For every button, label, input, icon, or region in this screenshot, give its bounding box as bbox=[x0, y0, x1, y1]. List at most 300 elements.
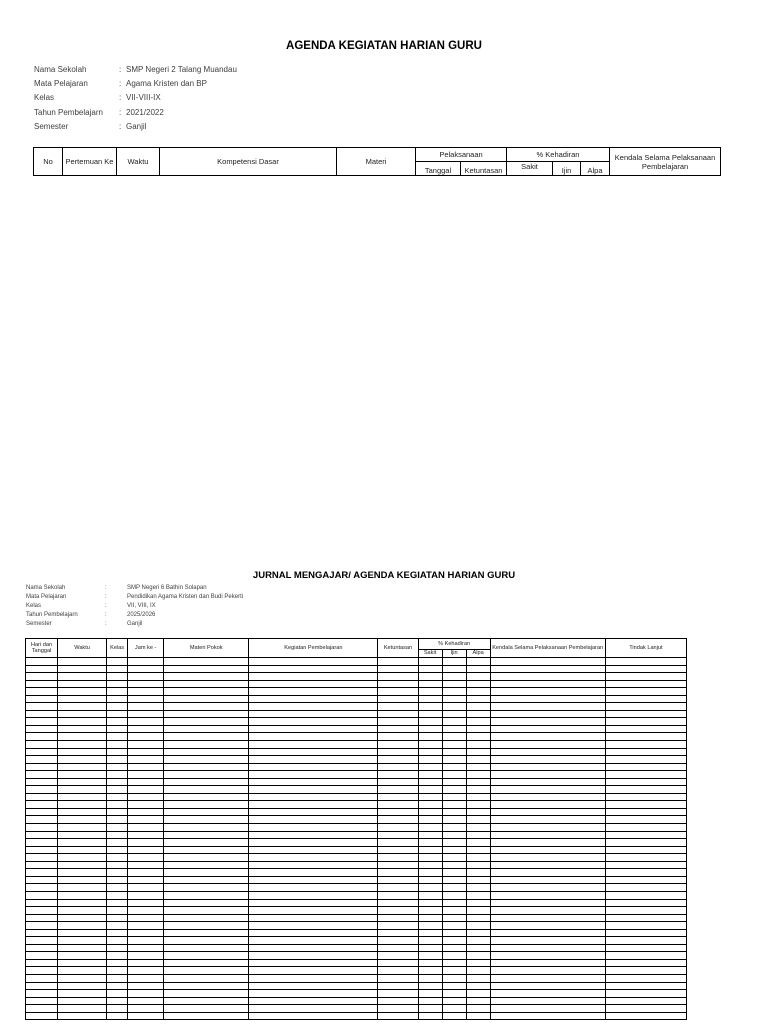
table-cell[interactable] bbox=[378, 816, 418, 824]
table-cell[interactable] bbox=[466, 1012, 490, 1020]
table-cell[interactable] bbox=[164, 990, 249, 998]
table-cell[interactable] bbox=[164, 1005, 249, 1013]
table-cell[interactable] bbox=[442, 741, 466, 749]
table-cell[interactable] bbox=[107, 801, 128, 809]
table-cell[interactable] bbox=[249, 869, 378, 877]
table-cell[interactable] bbox=[418, 741, 442, 749]
table-cell[interactable] bbox=[164, 959, 249, 967]
table-cell[interactable] bbox=[442, 922, 466, 930]
table-cell[interactable] bbox=[26, 725, 58, 733]
table-cell[interactable] bbox=[418, 673, 442, 681]
table-cell[interactable] bbox=[490, 1012, 605, 1020]
table-cell[interactable] bbox=[418, 778, 442, 786]
table-cell[interactable] bbox=[128, 997, 164, 1005]
table-cell[interactable] bbox=[58, 997, 107, 1005]
table-cell[interactable] bbox=[466, 876, 490, 884]
table-cell[interactable] bbox=[249, 748, 378, 756]
table-cell[interactable] bbox=[378, 665, 418, 673]
table-cell[interactable] bbox=[466, 1005, 490, 1013]
table-cell[interactable] bbox=[26, 808, 58, 816]
table-cell[interactable] bbox=[26, 952, 58, 960]
table-cell[interactable] bbox=[418, 680, 442, 688]
table-cell[interactable] bbox=[26, 824, 58, 832]
table-cell[interactable] bbox=[58, 665, 107, 673]
table-cell[interactable] bbox=[466, 673, 490, 681]
table-cell[interactable] bbox=[249, 680, 378, 688]
table-cell[interactable] bbox=[128, 907, 164, 915]
table-cell[interactable] bbox=[249, 733, 378, 741]
table-cell[interactable] bbox=[164, 907, 249, 915]
table-cell[interactable] bbox=[128, 944, 164, 952]
table-cell[interactable] bbox=[418, 725, 442, 733]
table-cell[interactable] bbox=[490, 944, 605, 952]
table-cell[interactable] bbox=[442, 763, 466, 771]
table-cell[interactable] bbox=[442, 658, 466, 666]
table-cell[interactable] bbox=[466, 922, 490, 930]
table-cell[interactable] bbox=[249, 959, 378, 967]
table-cell[interactable] bbox=[466, 763, 490, 771]
table-cell[interactable] bbox=[58, 756, 107, 764]
table-cell[interactable] bbox=[164, 824, 249, 832]
table-cell[interactable] bbox=[128, 748, 164, 756]
table-cell[interactable] bbox=[605, 907, 686, 915]
table-cell[interactable] bbox=[58, 967, 107, 975]
table-cell[interactable] bbox=[128, 884, 164, 892]
table-cell[interactable] bbox=[58, 1012, 107, 1020]
table-cell[interactable] bbox=[378, 741, 418, 749]
table-cell[interactable] bbox=[490, 680, 605, 688]
table-cell[interactable] bbox=[249, 876, 378, 884]
table-cell[interactable] bbox=[490, 695, 605, 703]
table-cell[interactable] bbox=[418, 891, 442, 899]
table-cell[interactable] bbox=[107, 861, 128, 869]
table-cell[interactable] bbox=[378, 891, 418, 899]
table-cell[interactable] bbox=[107, 997, 128, 1005]
table-cell[interactable] bbox=[378, 944, 418, 952]
table-cell[interactable] bbox=[490, 658, 605, 666]
table-cell[interactable] bbox=[466, 997, 490, 1005]
table-cell[interactable] bbox=[442, 846, 466, 854]
table-cell[interactable] bbox=[107, 816, 128, 824]
table-cell[interactable] bbox=[418, 688, 442, 696]
table-cell[interactable] bbox=[107, 1005, 128, 1013]
table-cell[interactable] bbox=[58, 922, 107, 930]
table-cell[interactable] bbox=[107, 944, 128, 952]
table-cell[interactable] bbox=[107, 748, 128, 756]
table-cell[interactable] bbox=[249, 665, 378, 673]
table-cell[interactable] bbox=[442, 1012, 466, 1020]
table-cell[interactable] bbox=[442, 861, 466, 869]
table-cell[interactable] bbox=[442, 990, 466, 998]
table-cell[interactable] bbox=[442, 808, 466, 816]
table-cell[interactable] bbox=[107, 778, 128, 786]
table-cell[interactable] bbox=[466, 741, 490, 749]
table-cell[interactable] bbox=[164, 718, 249, 726]
table-cell[interactable] bbox=[378, 854, 418, 862]
table-cell[interactable] bbox=[490, 725, 605, 733]
table-cell[interactable] bbox=[442, 1005, 466, 1013]
table-cell[interactable] bbox=[26, 914, 58, 922]
table-cell[interactable] bbox=[58, 816, 107, 824]
table-cell[interactable] bbox=[442, 695, 466, 703]
table-cell[interactable] bbox=[466, 658, 490, 666]
table-cell[interactable] bbox=[164, 665, 249, 673]
table-cell[interactable] bbox=[249, 793, 378, 801]
table-cell[interactable] bbox=[378, 952, 418, 960]
table-cell[interactable] bbox=[418, 846, 442, 854]
table-cell[interactable] bbox=[490, 673, 605, 681]
table-cell[interactable] bbox=[249, 846, 378, 854]
table-cell[interactable] bbox=[107, 733, 128, 741]
table-cell[interactable] bbox=[58, 710, 107, 718]
table-cell[interactable] bbox=[466, 990, 490, 998]
table-cell[interactable] bbox=[58, 658, 107, 666]
table-cell[interactable] bbox=[490, 997, 605, 1005]
table-cell[interactable] bbox=[128, 816, 164, 824]
table-cell[interactable] bbox=[164, 869, 249, 877]
table-cell[interactable] bbox=[466, 801, 490, 809]
table-cell[interactable] bbox=[378, 778, 418, 786]
table-cell[interactable] bbox=[378, 1012, 418, 1020]
table-cell[interactable] bbox=[107, 756, 128, 764]
table-cell[interactable] bbox=[58, 688, 107, 696]
table-cell[interactable] bbox=[249, 741, 378, 749]
table-cell[interactable] bbox=[378, 959, 418, 967]
table-cell[interactable] bbox=[418, 929, 442, 937]
table-cell[interactable] bbox=[249, 710, 378, 718]
table-cell[interactable] bbox=[249, 899, 378, 907]
table-cell[interactable] bbox=[107, 922, 128, 930]
table-cell[interactable] bbox=[58, 778, 107, 786]
table-cell[interactable] bbox=[249, 982, 378, 990]
table-cell[interactable] bbox=[490, 884, 605, 892]
table-cell[interactable] bbox=[605, 952, 686, 960]
table-cell[interactable] bbox=[128, 786, 164, 794]
table-cell[interactable] bbox=[249, 763, 378, 771]
table-cell[interactable] bbox=[378, 967, 418, 975]
table-cell[interactable] bbox=[128, 937, 164, 945]
table-cell[interactable] bbox=[107, 937, 128, 945]
table-cell[interactable] bbox=[466, 703, 490, 711]
table-cell[interactable] bbox=[442, 914, 466, 922]
table-cell[interactable] bbox=[605, 808, 686, 816]
table-cell[interactable] bbox=[442, 688, 466, 696]
table-cell[interactable] bbox=[249, 997, 378, 1005]
table-cell[interactable] bbox=[107, 982, 128, 990]
table-cell[interactable] bbox=[164, 914, 249, 922]
table-cell[interactable] bbox=[466, 846, 490, 854]
table-cell[interactable] bbox=[107, 831, 128, 839]
table-cell[interactable] bbox=[107, 990, 128, 998]
table-cell[interactable] bbox=[128, 725, 164, 733]
table-cell[interactable] bbox=[107, 914, 128, 922]
table-cell[interactable] bbox=[418, 876, 442, 884]
table-cell[interactable] bbox=[378, 831, 418, 839]
table-cell[interactable] bbox=[128, 861, 164, 869]
table-cell[interactable] bbox=[58, 695, 107, 703]
table-cell[interactable] bbox=[164, 952, 249, 960]
table-cell[interactable] bbox=[442, 793, 466, 801]
table-cell[interactable] bbox=[128, 974, 164, 982]
table-cell[interactable] bbox=[164, 748, 249, 756]
table-cell[interactable] bbox=[58, 831, 107, 839]
table-cell[interactable] bbox=[164, 756, 249, 764]
table-cell[interactable] bbox=[164, 786, 249, 794]
table-cell[interactable] bbox=[605, 990, 686, 998]
table-cell[interactable] bbox=[466, 929, 490, 937]
table-cell[interactable] bbox=[490, 839, 605, 847]
table-cell[interactable] bbox=[107, 899, 128, 907]
table-cell[interactable] bbox=[107, 854, 128, 862]
table-cell[interactable] bbox=[490, 733, 605, 741]
table-cell[interactable] bbox=[128, 673, 164, 681]
table-cell[interactable] bbox=[466, 748, 490, 756]
table-cell[interactable] bbox=[249, 952, 378, 960]
table-cell[interactable] bbox=[418, 884, 442, 892]
table-cell[interactable] bbox=[164, 937, 249, 945]
table-cell[interactable] bbox=[466, 891, 490, 899]
table-cell[interactable] bbox=[128, 952, 164, 960]
table-cell[interactable] bbox=[249, 703, 378, 711]
table-cell[interactable] bbox=[490, 952, 605, 960]
table-cell[interactable] bbox=[164, 793, 249, 801]
table-cell[interactable] bbox=[378, 688, 418, 696]
table-cell[interactable] bbox=[466, 944, 490, 952]
table-cell[interactable] bbox=[107, 688, 128, 696]
table-cell[interactable] bbox=[26, 703, 58, 711]
table-cell[interactable] bbox=[128, 959, 164, 967]
table-cell[interactable] bbox=[58, 1005, 107, 1013]
table-cell[interactable] bbox=[605, 816, 686, 824]
table-cell[interactable] bbox=[466, 982, 490, 990]
table-cell[interactable] bbox=[378, 733, 418, 741]
table-cell[interactable] bbox=[164, 876, 249, 884]
table-cell[interactable] bbox=[26, 907, 58, 915]
table-cell[interactable] bbox=[26, 861, 58, 869]
table-cell[interactable] bbox=[128, 846, 164, 854]
table-cell[interactable] bbox=[378, 786, 418, 794]
table-cell[interactable] bbox=[26, 884, 58, 892]
table-cell[interactable] bbox=[26, 846, 58, 854]
table-cell[interactable] bbox=[378, 718, 418, 726]
table-cell[interactable] bbox=[466, 756, 490, 764]
table-cell[interactable] bbox=[418, 854, 442, 862]
table-cell[interactable] bbox=[26, 756, 58, 764]
table-cell[interactable] bbox=[490, 756, 605, 764]
table-cell[interactable] bbox=[466, 680, 490, 688]
table-cell[interactable] bbox=[164, 688, 249, 696]
table-cell[interactable] bbox=[128, 763, 164, 771]
table-cell[interactable] bbox=[26, 899, 58, 907]
table-cell[interactable] bbox=[249, 673, 378, 681]
table-cell[interactable] bbox=[58, 937, 107, 945]
table-cell[interactable] bbox=[490, 824, 605, 832]
table-cell[interactable] bbox=[249, 718, 378, 726]
table-cell[interactable] bbox=[442, 891, 466, 899]
table-cell[interactable] bbox=[26, 990, 58, 998]
table-cell[interactable] bbox=[466, 733, 490, 741]
table-cell[interactable] bbox=[58, 861, 107, 869]
table-cell[interactable] bbox=[164, 899, 249, 907]
table-cell[interactable] bbox=[466, 831, 490, 839]
table-cell[interactable] bbox=[378, 846, 418, 854]
table-cell[interactable] bbox=[605, 869, 686, 877]
table-cell[interactable] bbox=[249, 771, 378, 779]
table-cell[interactable] bbox=[490, 861, 605, 869]
table-cell[interactable] bbox=[418, 839, 442, 847]
table-cell[interactable] bbox=[466, 778, 490, 786]
table-cell[interactable] bbox=[605, 688, 686, 696]
table-cell[interactable] bbox=[107, 741, 128, 749]
table-cell[interactable] bbox=[249, 831, 378, 839]
table-cell[interactable] bbox=[107, 846, 128, 854]
table-cell[interactable] bbox=[249, 824, 378, 832]
table-cell[interactable] bbox=[466, 899, 490, 907]
table-cell[interactable] bbox=[490, 786, 605, 794]
table-cell[interactable] bbox=[378, 793, 418, 801]
table-cell[interactable] bbox=[442, 831, 466, 839]
table-cell[interactable] bbox=[466, 786, 490, 794]
table-cell[interactable] bbox=[466, 952, 490, 960]
table-cell[interactable] bbox=[107, 1012, 128, 1020]
table-cell[interactable] bbox=[26, 688, 58, 696]
table-cell[interactable] bbox=[418, 861, 442, 869]
table-cell[interactable] bbox=[418, 801, 442, 809]
table-cell[interactable] bbox=[249, 816, 378, 824]
table-cell[interactable] bbox=[378, 997, 418, 1005]
table-cell[interactable] bbox=[378, 869, 418, 877]
table-cell[interactable] bbox=[58, 680, 107, 688]
table-cell[interactable] bbox=[128, 982, 164, 990]
table-cell[interactable] bbox=[442, 876, 466, 884]
table-cell[interactable] bbox=[378, 982, 418, 990]
table-cell[interactable] bbox=[128, 756, 164, 764]
table-cell[interactable] bbox=[466, 914, 490, 922]
table-cell[interactable] bbox=[58, 793, 107, 801]
table-cell[interactable] bbox=[418, 816, 442, 824]
table-cell[interactable] bbox=[58, 884, 107, 892]
table-cell[interactable] bbox=[466, 816, 490, 824]
table-cell[interactable] bbox=[107, 839, 128, 847]
table-cell[interactable] bbox=[26, 997, 58, 1005]
table-cell[interactable] bbox=[605, 1005, 686, 1013]
table-cell[interactable] bbox=[128, 801, 164, 809]
table-cell[interactable] bbox=[490, 748, 605, 756]
table-cell[interactable] bbox=[605, 861, 686, 869]
table-cell[interactable] bbox=[490, 808, 605, 816]
table-cell[interactable] bbox=[164, 816, 249, 824]
table-cell[interactable] bbox=[466, 869, 490, 877]
table-cell[interactable] bbox=[466, 718, 490, 726]
table-cell[interactable] bbox=[418, 952, 442, 960]
table-cell[interactable] bbox=[442, 733, 466, 741]
table-cell[interactable] bbox=[418, 763, 442, 771]
table-cell[interactable] bbox=[58, 974, 107, 982]
table-cell[interactable] bbox=[418, 944, 442, 952]
table-cell[interactable] bbox=[605, 741, 686, 749]
table-cell[interactable] bbox=[128, 839, 164, 847]
table-cell[interactable] bbox=[442, 997, 466, 1005]
table-cell[interactable] bbox=[490, 703, 605, 711]
table-cell[interactable] bbox=[378, 748, 418, 756]
table-cell[interactable] bbox=[418, 831, 442, 839]
table-cell[interactable] bbox=[128, 665, 164, 673]
table-cell[interactable] bbox=[442, 974, 466, 982]
table-cell[interactable] bbox=[107, 725, 128, 733]
table-cell[interactable] bbox=[418, 869, 442, 877]
table-cell[interactable] bbox=[26, 816, 58, 824]
table-cell[interactable] bbox=[164, 854, 249, 862]
table-cell[interactable] bbox=[26, 680, 58, 688]
table-cell[interactable] bbox=[605, 733, 686, 741]
table-cell[interactable] bbox=[58, 891, 107, 899]
table-cell[interactable] bbox=[26, 1012, 58, 1020]
table-cell[interactable] bbox=[378, 725, 418, 733]
table-cell[interactable] bbox=[107, 824, 128, 832]
table-cell[interactable] bbox=[26, 922, 58, 930]
table-cell[interactable] bbox=[128, 891, 164, 899]
table-cell[interactable] bbox=[26, 854, 58, 862]
table-cell[interactable] bbox=[128, 658, 164, 666]
table-cell[interactable] bbox=[58, 846, 107, 854]
table-cell[interactable] bbox=[466, 808, 490, 816]
table-cell[interactable] bbox=[490, 914, 605, 922]
table-cell[interactable] bbox=[26, 831, 58, 839]
table-cell[interactable] bbox=[605, 824, 686, 832]
table-cell[interactable] bbox=[605, 703, 686, 711]
table-cell[interactable] bbox=[107, 884, 128, 892]
table-cell[interactable] bbox=[128, 876, 164, 884]
table-cell[interactable] bbox=[466, 854, 490, 862]
table-cell[interactable] bbox=[128, 929, 164, 937]
table-cell[interactable] bbox=[605, 771, 686, 779]
table-cell[interactable] bbox=[418, 665, 442, 673]
table-cell[interactable] bbox=[107, 710, 128, 718]
table-cell[interactable] bbox=[128, 718, 164, 726]
table-cell[interactable] bbox=[442, 680, 466, 688]
table-cell[interactable] bbox=[466, 695, 490, 703]
table-cell[interactable] bbox=[490, 959, 605, 967]
table-cell[interactable] bbox=[418, 914, 442, 922]
table-cell[interactable] bbox=[249, 929, 378, 937]
table-cell[interactable] bbox=[26, 793, 58, 801]
table-cell[interactable] bbox=[442, 982, 466, 990]
table-cell[interactable] bbox=[128, 914, 164, 922]
table-cell[interactable] bbox=[605, 922, 686, 930]
table-cell[interactable] bbox=[605, 884, 686, 892]
table-cell[interactable] bbox=[605, 839, 686, 847]
table-cell[interactable] bbox=[128, 831, 164, 839]
table-cell[interactable] bbox=[26, 710, 58, 718]
table-cell[interactable] bbox=[26, 695, 58, 703]
table-cell[interactable] bbox=[164, 741, 249, 749]
table-cell[interactable] bbox=[107, 665, 128, 673]
table-cell[interactable] bbox=[605, 695, 686, 703]
table-cell[interactable] bbox=[605, 680, 686, 688]
table-cell[interactable] bbox=[26, 929, 58, 937]
table-cell[interactable] bbox=[26, 778, 58, 786]
table-cell[interactable] bbox=[418, 703, 442, 711]
table-cell[interactable] bbox=[107, 952, 128, 960]
table-cell[interactable] bbox=[164, 808, 249, 816]
table-cell[interactable] bbox=[605, 801, 686, 809]
table-cell[interactable] bbox=[490, 710, 605, 718]
table-cell[interactable] bbox=[128, 899, 164, 907]
table-cell[interactable] bbox=[378, 673, 418, 681]
table-cell[interactable] bbox=[378, 922, 418, 930]
table-cell[interactable] bbox=[26, 974, 58, 982]
table-cell[interactable] bbox=[26, 658, 58, 666]
